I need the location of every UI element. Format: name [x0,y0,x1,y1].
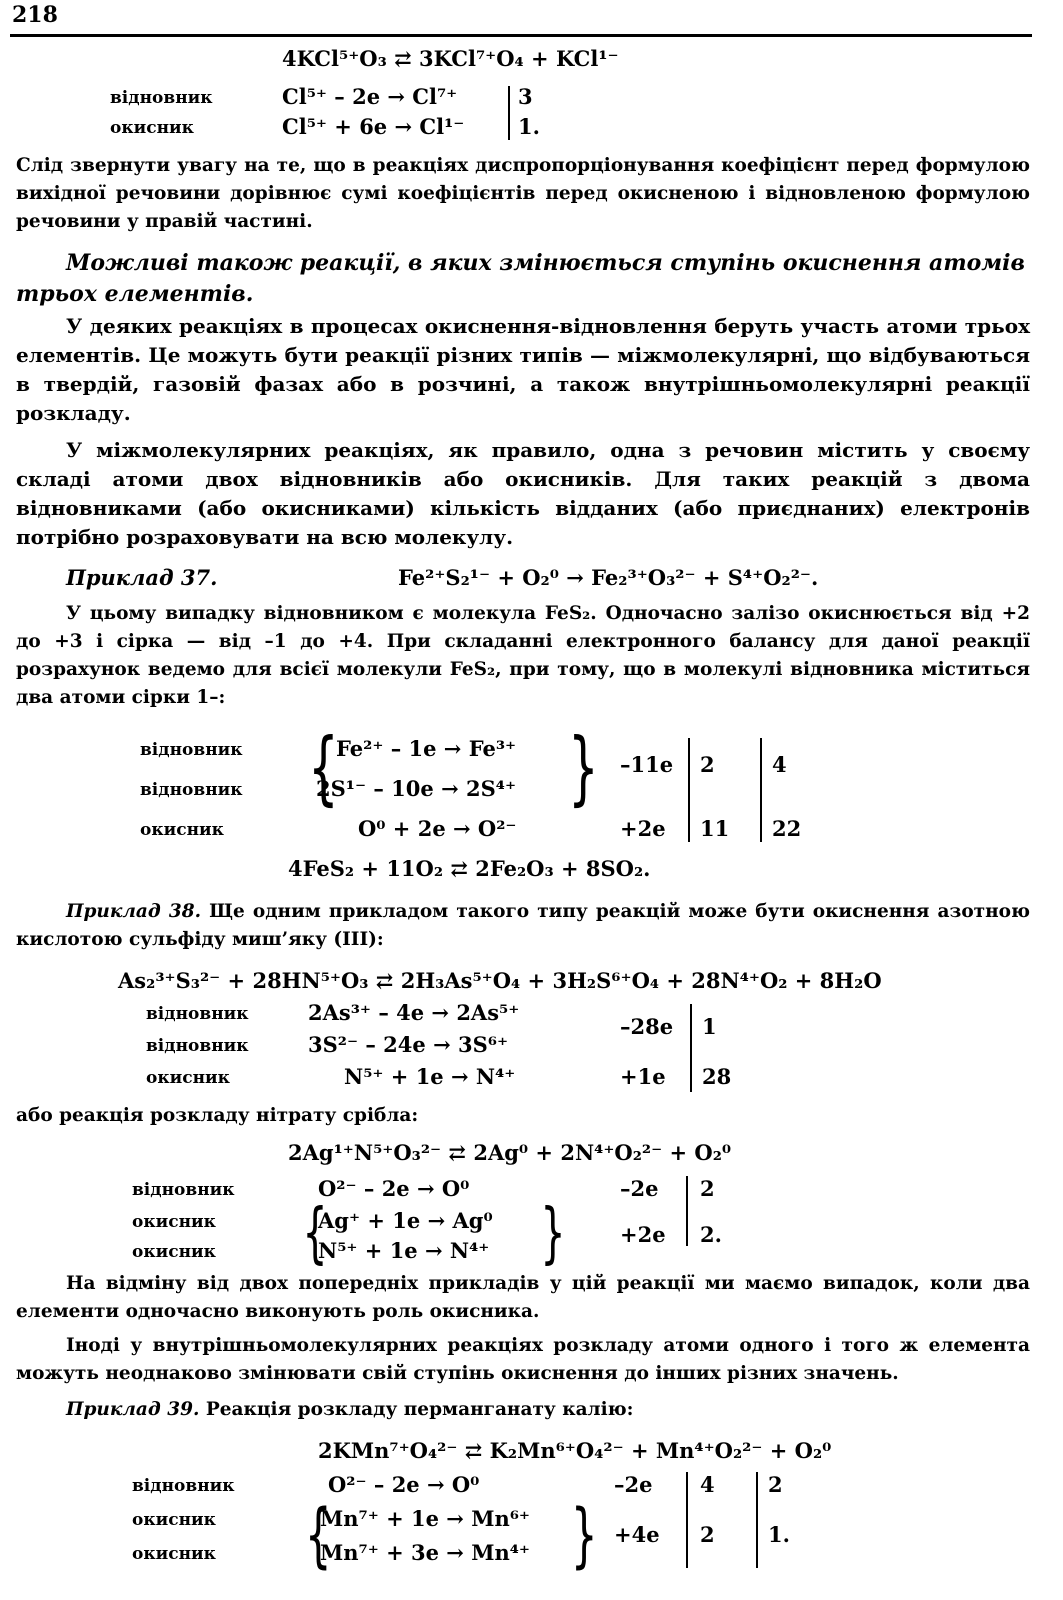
role-label: окисник [110,118,194,138]
half-reaction: Fe²⁺ – 1e → Fe³⁺ [336,736,517,761]
example-37-label: Приклад 37. [66,565,218,590]
balance-bar [686,1176,688,1246]
role-label: відновник [140,780,243,800]
coefficient: 4 [772,752,787,777]
left-brace: { [308,721,339,814]
half-reaction: Cl⁵⁺ + 6e → Cl¹⁻ [282,114,465,139]
half-reaction: O²⁻ – 2e → O⁰ [318,1176,470,1201]
example-39-text [16,1396,1030,1424]
role-label: відновник [132,1180,235,1200]
coefficient: 28 [702,1064,732,1089]
half-reaction: 3S²⁻ – 24e → 3S⁶⁺ [308,1032,509,1057]
coefficient: 2 [700,1176,715,1201]
half-reaction: Cl⁵⁺ – 2e → Cl⁷⁺ [282,84,458,109]
italic-heading: Можливі також реакції, в яких змінюється ступінь окиснення атомів трьох елементів. [16,250,1025,307]
coefficient: 2 [700,752,715,777]
example-38-label: Приклад 38. [66,901,202,922]
coefficient: 1. [768,1522,790,1547]
electrons-gained: +4e [614,1522,660,1547]
coefficient: 3 [518,84,533,109]
role-label: окисник [132,1510,216,1530]
example-39-equation: 2KMn⁷⁺O₄²⁻ ⇄ K₂Mn⁶⁺O₄²⁻ + Mn⁴⁺O₂²⁻ + O₂⁰ [318,1438,832,1463]
coefficient: 4 [700,1472,715,1497]
paragraph-intermolecular: У міжмолекулярних реакціях, як правило, одна з речовин містить у своєму складі атоми двох відновників або окисників. Для таких реакцій з двома відновниками (або окисниками) кількість відданих (або приєднаних) електронів потрібно розраховувати на всю молекулу. [16,438,1030,549]
example-37-final-equation: 4FeS₂ + 11O₂ ⇄ 2Fe₂O₃ + 8SO₂. [288,856,651,881]
example-38-body: Ще одним прикладом такого типу реакцій може бути окиснення азотною кислотою сульфіду миш’яку (III): [16,901,1030,950]
right-brace: } [540,1194,566,1271]
coefficient: 2 [768,1472,783,1497]
role-label: окисник [132,1242,216,1262]
half-reaction: 2As³⁺ – 4e → 2As⁵⁺ [308,1000,520,1025]
balance-bar [756,1472,758,1568]
coefficient: 2. [700,1222,722,1247]
coefficient: 2 [700,1522,715,1547]
example-37-equation: Fe²⁺S₂¹⁻ + O₂⁰ → Fe₂³⁺O₃²⁻ + S⁴⁺O₂²⁻. [398,565,819,590]
role-label: відновник [132,1476,235,1496]
right-brace: } [570,1494,598,1576]
coefficient: 1 [702,1014,717,1039]
left-brace: { [302,1194,328,1271]
half-reaction: Ag⁺ + 1e → Ag⁰ [318,1208,493,1233]
role-label: відновник [110,88,213,108]
role-label: відновник [146,1036,249,1056]
coefficient: 11 [700,816,730,841]
half-reaction: O²⁻ – 2e → O⁰ [328,1472,480,1497]
electrons-lost: –11e [620,752,674,777]
half-reaction: Mn⁷⁺ + 1e → Mn⁶⁺ [320,1506,530,1531]
electrons-gained: +2e [620,816,666,841]
balance-bar [508,86,510,140]
role-label: окисник [140,820,224,840]
half-reaction: O⁰ + 2e → O²⁻ [358,816,517,841]
role-label: окисник [132,1544,216,1564]
balance-bar [688,738,690,842]
paragraph-disproportionation: Слід звернути увагу на те, що в реакціях диспропорціонування коефіцієнт перед формулою вихідної речовини дорівнює сумі коефіцієнтів перед окисненою і відновленою формулою речовини у правій частині. [16,155,1030,232]
balance-bar [686,1472,688,1568]
page-number: 218 [12,2,58,28]
paragraph-three-elements: У деяких реакціях в процесах окиснення-відновлення беруть участь атоми трьох елементів. Це можуть бути реакції різних типів — міжмолекулярні, що відбуваються в твердій, газовій фазах або в розчині, а також внутрішньомолекулярні реакції розкладу. [16,314,1030,425]
electrons-lost: –2e [614,1472,653,1497]
half-reaction: Mn⁷⁺ + 3e → Mn⁴⁺ [320,1540,530,1565]
balance-bar [760,738,762,842]
half-reaction: N⁵⁺ + 1e → N⁴⁺ [344,1064,516,1089]
role-label: відновник [140,740,243,760]
half-reaction: 2S¹⁻ – 10e → 2S⁴⁺ [316,776,517,801]
role-label: окисник [146,1068,230,1088]
right-brace: } [568,721,599,814]
paragraph-silver-nitrate: або реакція розкладу нітрату срібла: [16,1105,419,1126]
agno3-equation: 2Ag¹⁺N⁵⁺O₃²⁻ ⇄ 2Ag⁰ + 2N⁴⁺O₂²⁻ + O₂⁰ [288,1140,732,1165]
example-39-body: Реакція розкладу перманганату калію: [199,1399,634,1420]
half-reaction: N⁵⁺ + 1e → N⁴⁺ [318,1238,490,1263]
role-label: відновник [146,1004,249,1024]
left-brace: { [304,1494,332,1576]
electrons-gained: +2e [620,1222,666,1247]
example-37-text: У цьому випадку відновником є молекула FeS₂. Одночасно залізо окиснюється від +2 до +3 і сірка — від –1 до +4. При складанні електронного балансу для даної реакції розрахунок ведемо для всієї молекули FeS₂, при тому, що в молекулі відновника міститься два атоми сірки 1–: [16,603,1030,708]
example-39-label: Приклад 39. [66,1399,200,1420]
kclo3-equation: 4KCl⁵⁺O₃ ⇄ 3KCl⁷⁺O₄ + KCl¹⁻ [282,46,619,71]
electrons-gained: +1e [620,1064,666,1089]
electrons-lost: –28e [620,1014,674,1039]
coefficient: 1. [518,114,540,139]
example-38-equation: As₂³⁺S₃²⁻ + 28HN⁵⁺O₃ ⇄ 2H₃As⁵⁺O₄ + 3H₂S⁶⁺O₄ + 28N⁴⁺O₂ + 8H₂O [118,968,882,993]
electrons-lost: –2e [620,1176,659,1201]
header-rule [10,34,1032,37]
coefficient: 22 [772,816,802,841]
paragraph-intramolecular: Іноді у внутрішньомолекулярних реакціях розкладу атоми одного і того ж елемента можуть неоднаково змінювати свій ступінь окиснення до інших різних значень. [16,1335,1030,1384]
example-38-text [16,898,1030,954]
paragraph-two-oxidizers: На відміну від двох попередніх прикладів у цій реакції ми маємо випадок, коли два елементи одночасно виконують роль окисника. [16,1273,1030,1322]
balance-bar [690,1004,692,1092]
role-label: окисник [132,1212,216,1232]
